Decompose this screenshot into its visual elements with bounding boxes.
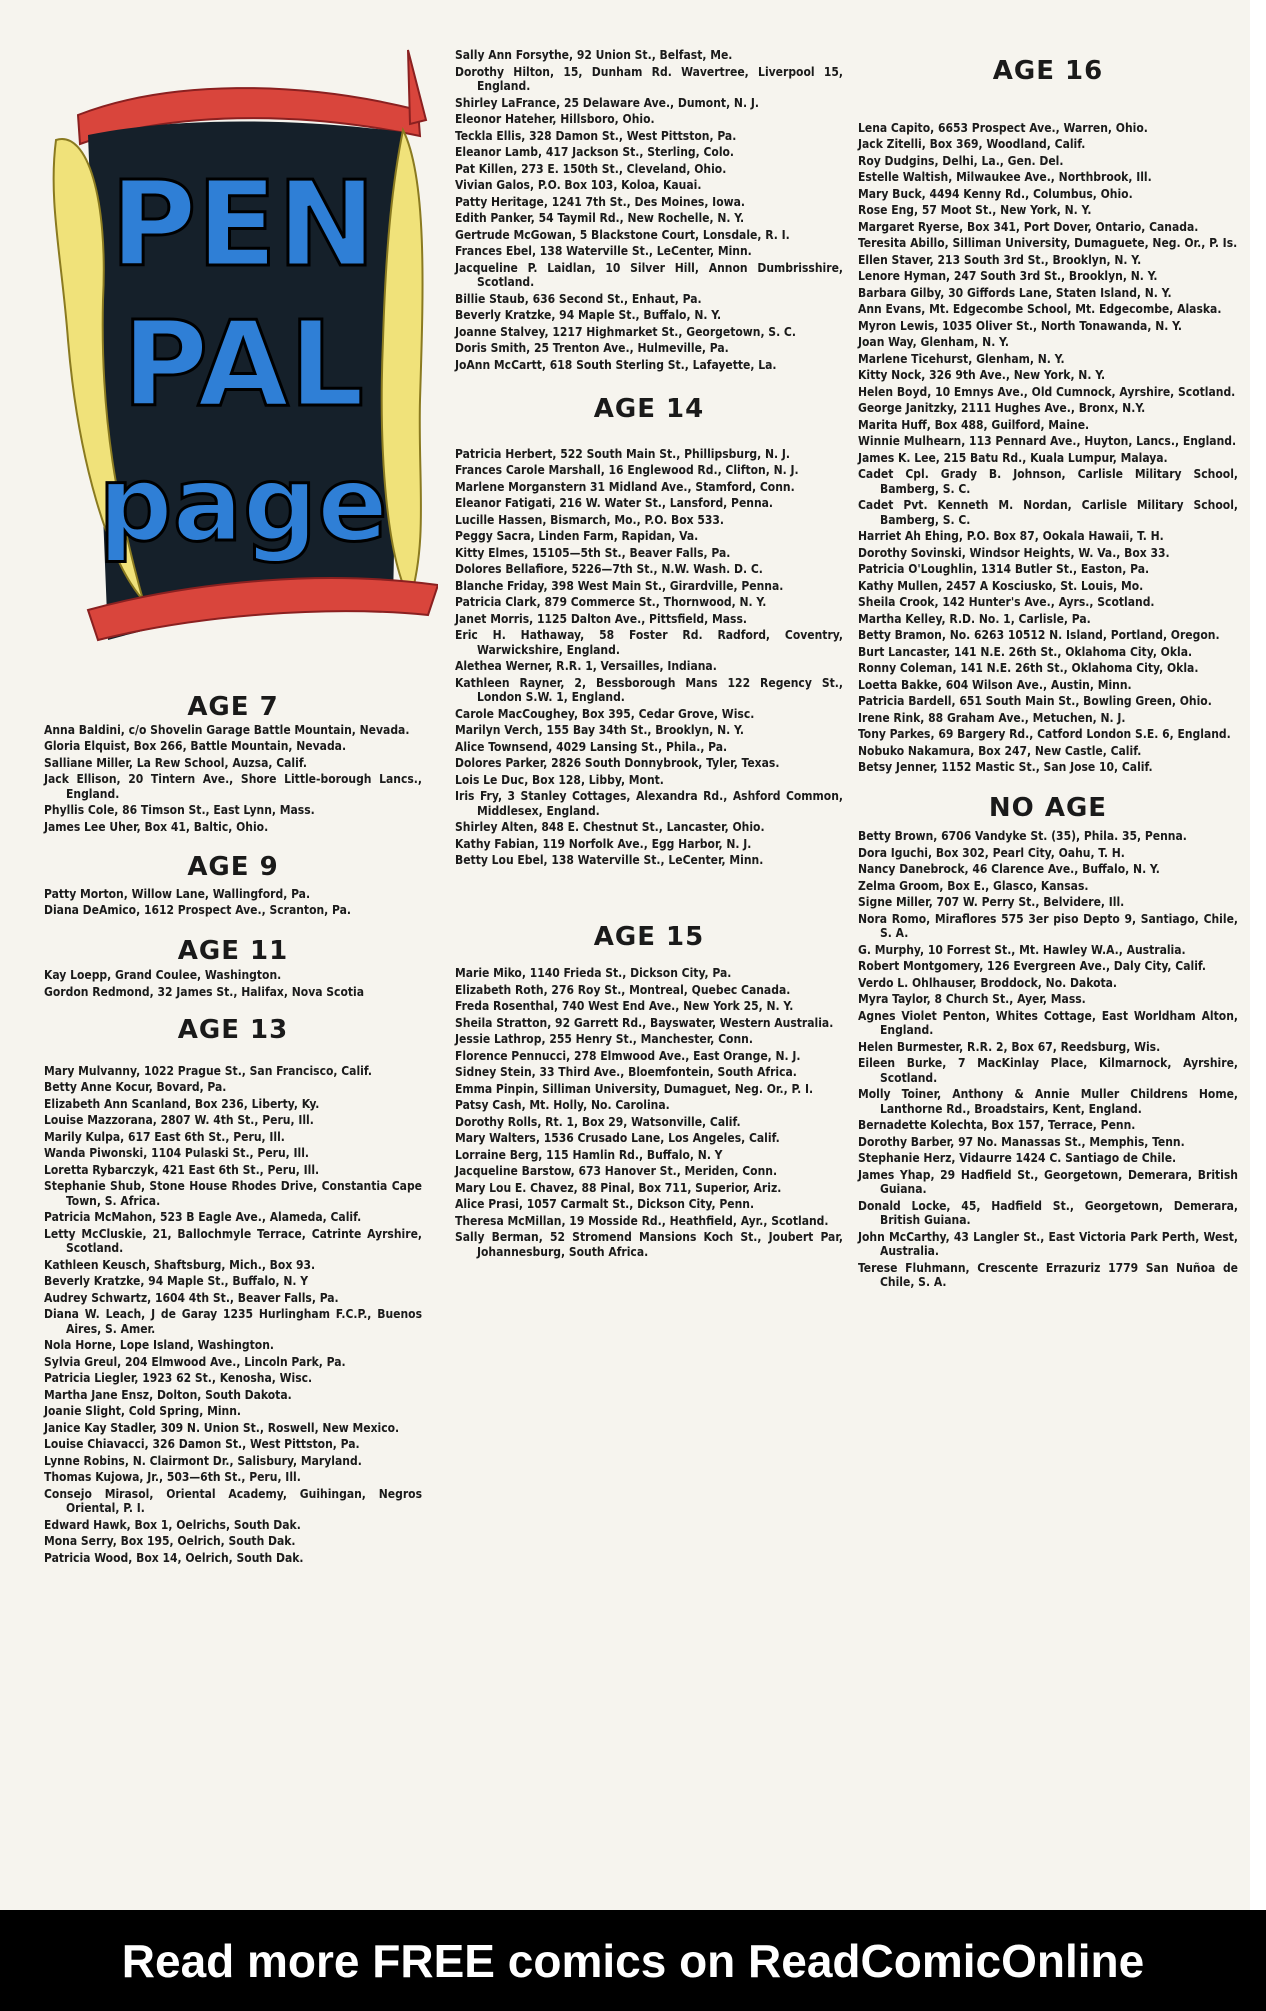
pen-pal-entry: Stephanie Herz, Vidaurre 1424 C. Santiago de Chile. [858, 1151, 1177, 1165]
pen-pal-entry: Sidney Stein, 33 Third Ave., Bloemfontein, South Africa. [455, 1065, 797, 1079]
pen-pal-entry: Kitty Elmes, 15105—5th St., Beaver Falls, Pa. [455, 545, 731, 560]
pen-pal-entry: Billie Staub, 636 Second St., Enhaut, Pa. [455, 291, 702, 306]
pen-pal-entry: Carole MacCoughey, Box 395, Cedar Grove, Wisc. [455, 706, 755, 721]
pen-pal-entry: Tony Parkes, 69 Bargery Rd., Catford London S.E. 6, England. [858, 727, 1231, 741]
pen-pal-entry: Teresita Abillo, Silliman University, Dumaguete, Neg. Or., P. Is. [858, 236, 1238, 250]
pen-pal-entry: Bernadette Kolechta, Box 157, Terrace, Penn. [858, 1118, 1136, 1132]
pen-pal-entry: James K. Lee, 215 Batu Rd., Kuala Lumpur, Malaya. [858, 450, 1168, 465]
pen-pal-entry: Kathleen Keusch, Shaftsburg, Mich., Box 93. [44, 1257, 316, 1272]
pen-pal-entry: Beverly Kratzke, 94 Maple St., Buffalo, N. Y. [455, 308, 722, 322]
pen-pal-entry: Jack Zitelli, Box 369, Woodland, Calif. [858, 137, 1086, 151]
pen-pal-entry: Alethea Werner, R.R. 1, Versailles, Indiana. [455, 659, 717, 673]
pen-pal-entry: Patricia O'Loughlin, 1314 Butler St., Easton, Pa. [858, 562, 1150, 576]
pen-pal-entry: Betty Brown, 6706 Vandyke St. (35), Phila. 35, Penna. [858, 829, 1187, 843]
pen-pal-entry: Gloria Elquist, Box 266, Battle Mountain, Nevada. [44, 739, 347, 753]
pen-pal-entry: Sylvia Greul, 204 Elmwood Ave., Lincoln Park, Pa. [44, 1354, 346, 1369]
list-age-13 [44, 1064, 422, 1566]
pen-pal-entry: Jessie Lathrop, 255 Henry St., Manchester, Conn. [455, 1032, 753, 1046]
pen-pal-entry: Ronny Coleman, 141 N.E. 26th St., Oklahoma City, Okla. [858, 661, 1199, 675]
pen-pal-entry: Patricia Wood, Box 14, Oelrich, South Dak. [44, 1550, 304, 1565]
pen-pal-page-logo [48, 40, 438, 660]
page-edge [1250, 0, 1266, 1910]
pen-pal-entry: James Lee Uher, Box 41, Baltic, Ohio. [44, 819, 269, 834]
column-2 [455, 48, 843, 1261]
pen-pal-entry: Marita Huff, Box 488, Guilford, Maine. [858, 417, 1090, 432]
pen-pal-entry: Phyllis Cole, 86 Timson St., East Lynn, Mass. [44, 803, 315, 817]
pen-pal-entry: Sheila Stratton, 92 Garrett Rd., Bayswater, Western Australia. [455, 1015, 834, 1030]
pen-pal-entry: Eileen Burke, 7 MacKinlay Place, Kilmarnock, Ayrshire, Scotland. [858, 1056, 1238, 1085]
logo-line-1: PEN [110, 155, 376, 293]
pen-pal-entry: Gordon Redmond, 32 James St., Halifax, Nova Scotia [44, 984, 365, 999]
logo-line-2: PAL [121, 295, 365, 433]
pen-pal-entry: Blanche Friday, 398 West Main St., Girardville, Penna. [455, 578, 784, 593]
pen-pal-entry: Lucille Hassen, Bismarch, Mo., P.O. Box 533. [455, 512, 725, 527]
list-age-11 [44, 968, 422, 999]
pen-pal-entry: Joanne Stalvey, 1217 Highmarket St., Georgetown, S. C. [455, 324, 796, 339]
pen-pal-entry: Doris Smith, 25 Trenton Ave., Hulmeville, Pa. [455, 341, 729, 355]
pen-pal-entry: Harriet Ah Ehing, P.O. Box 87, Ookala Hawaii, T. H. [858, 529, 1164, 543]
pen-pal-entry: Dorothy Hilton, 15, Dunham Rd. Wavertree, Liverpool 15, England. [455, 64, 843, 93]
pen-pal-entry: Janice Kay Stadler, 309 N. Union St., Roswell, New Mexico. [44, 1420, 400, 1435]
list-age-9 [44, 887, 422, 918]
pen-pal-entry: Diana DeAmico, 1612 Prospect Ave., Scranton, Pa. [44, 903, 352, 917]
pen-pal-entry: James Yhap, 29 Hadfield St., Georgetown, Demerara, British Guiana. [858, 1167, 1238, 1196]
pen-pal-entry: Louise Mazzorana, 2807 W. 4th St., Peru, Ill. [44, 1113, 314, 1127]
pen-pal-entry: Nola Horne, Lope Island, Washington. [44, 1338, 275, 1352]
section-title-age-15: AGE 15 [593, 921, 705, 952]
pen-pal-entry: Marilyn Verch, 155 Bay 34th St., Brooklyn, N. Y. [455, 723, 744, 737]
pen-pal-entry: Winnie Mulhearn, 113 Pennard Ave., Huyton, Lancs., England. [858, 434, 1237, 448]
pen-pal-entry: Edward Hawk, Box 1, Oelrichs, South Dak. [44, 1517, 301, 1532]
pen-pal-entry: G. Murphy, 10 Forrest St., Mt. Hawley W.A., Australia. [858, 942, 1186, 957]
pen-pal-entry: Dorothy Sovinski, Windsor Heights, W. Va., Box 33. [858, 545, 1170, 560]
pen-pal-entry: John McCarthy, 43 Langler St., East Victoria Park Perth, West, Australia. [858, 1229, 1238, 1258]
pen-pal-entry: Lenore Hyman, 247 South 3rd St., Brooklyn, N. Y. [858, 269, 1158, 283]
pen-pal-entry: Mary Lou E. Chavez, 88 Pinal, Box 711, Superior, Ariz. [455, 1180, 782, 1195]
pen-pal-entry: Mary Walters, 1536 Crusado Lane, Los Angeles, Calif. [455, 1131, 780, 1145]
pen-pal-entry: Janet Morris, 1125 Dalton Ave., Pittsfield, Mass. [455, 611, 748, 626]
pen-pal-entry: Marily Kulpa, 617 East 6th St., Peru, Ill. [44, 1129, 285, 1144]
pen-pal-entry: Cadet Pvt. Kenneth M. Nordan, Carlisle Military School, Bamberg, S. C. [858, 498, 1238, 527]
pen-pal-entry: Audrey Schwartz, 1604 4th St., Beaver Falls, Pa. [44, 1290, 339, 1305]
pen-pal-entry: Mary Mulvanny, 1022 Prague St., San Francisco, Calif. [44, 1063, 372, 1078]
pen-pal-entry: Elizabeth Ann Scanland, Box 236, Liberty, Ky. [44, 1096, 320, 1111]
pen-pal-entry: Gertrude McGowan, 5 Blackstone Court, Lonsdale, R. I. [455, 227, 790, 242]
pen-pal-entry: Patricia McMahon, 523 B Eagle Ave., Alameda, Calif. [44, 1210, 362, 1224]
list-age-15 [455, 966, 843, 1259]
pen-pal-entry: Dolores Parker, 2826 South Donnybrook, Tyler, Texas. [455, 756, 780, 770]
pen-pal-entry: Mona Serry, Box 195, Oelrich, South Dak. [44, 1534, 296, 1548]
pen-pal-entry: Irene Rink, 88 Graham Ave., Metuchen, N. J. [858, 710, 1126, 725]
pen-pal-entry: Elizabeth Roth, 276 Roy St., Montreal, Quebec Canada. [455, 982, 791, 997]
section-title-age-13: AGE 13 [177, 1015, 289, 1045]
pen-pal-entry: Vivian Galos, P.O. Box 103, Koloa, Kauai. [455, 178, 702, 192]
pen-pal-entry: Loetta Bakke, 604 Wilson Ave., Austin, Minn. [858, 677, 1132, 692]
pen-pal-entry: Nora Romo, Miraflores 575 3er piso Depto 9, Santiago, Chile, S. A. [858, 911, 1238, 940]
pen-pal-entry: Loretta Rybarczyk, 421 East 6th St., Peru, Ill. [44, 1162, 320, 1177]
pen-pal-entry: Betty Bramon, No. 6263 10512 N. Island, Portland, Oregon. [858, 628, 1220, 642]
pen-pal-entry: Frances Ebel, 138 Waterville St., LeCenter, Minn. [455, 244, 752, 258]
section-title-no-age: NO AGE [988, 792, 1108, 823]
pen-pal-entry: Agnes Violet Penton, Whites Cottage, East Worldham Alton, England. [858, 1008, 1238, 1037]
pen-pal-entry: Nancy Danebrock, 46 Clarence Ave., Buffalo, N. Y. [858, 862, 1160, 876]
pen-pal-entry: Myra Taylor, 8 Church St., Ayer, Mass. [858, 992, 1086, 1006]
pen-pal-entry: Zelma Groom, Box E., Glasco, Kansas. [858, 878, 1089, 893]
pen-pal-entry: Terese Fluhmann, Crescente Errazuriz 1779 San Nuñoa de Chile, S. A. [858, 1260, 1238, 1289]
pen-pal-entry: George Janitzky, 2111 Hughes Ave., Bronx, N.Y. [858, 401, 1146, 415]
pen-pal-entry: Alice Townsend, 4029 Lansing St., Phila., Pa. [455, 739, 728, 754]
pen-pal-entry: Teckla Ellis, 328 Damon St., West Pittston, Pa. [455, 128, 737, 143]
pen-pal-entry: Patsy Cash, Mt. Holly, No. Carolina. [455, 1098, 670, 1112]
pen-pal-entry: Martha Jane Ensz, Dolton, South Dakota. [44, 1387, 292, 1402]
pen-pal-entry: Verdo L. Ohlhauser, Broddock, No. Dakota. [858, 975, 1118, 990]
pen-pal-entry: Shirley LaFrance, 25 Delaware Ave., Dumont, N. J. [455, 95, 759, 110]
pen-pal-entry: Patricia Liegler, 1923 62 St., Kenosha, Wisc. [44, 1371, 313, 1385]
pen-pal-entry: Eric H. Hathaway, 58 Foster Rd. Radford, Coventry, Warwickshire, England. [455, 628, 843, 657]
pen-pal-entry: Ann Evans, Mt. Edgecombe School, Mt. Edgecombe, Alaska. [858, 302, 1222, 316]
pen-pal-entry: Helen Burmester, R.R. 2, Box 67, Reedsburg, Wis. [858, 1039, 1161, 1054]
pen-pal-entry: Stephanie Shub, Stone House Rhodes Drive, Constantia Cape Town, S. Africa. [44, 1179, 422, 1208]
pen-pal-entry: Dolores Bellafiore, 5226—7th St., N.W. Wash. D. C. [455, 562, 763, 576]
pen-pal-entry: Signe Miller, 707 W. Perry St., Belvidere, Ill. [858, 895, 1125, 909]
pen-pal-entry: Dorothy Barber, 97 No. Manassas St., Memphis, Tenn. [858, 1134, 1185, 1149]
pen-pal-entry: Jack Ellison, 20 Tintern Ave., Shore Little-borough Lancs., England. [44, 772, 422, 801]
pen-pal-entry: Lois Le Duc, Box 128, Libby, Mont. [455, 772, 664, 787]
pen-pal-entry: Wanda Piwonski, 1104 Pulaski St., Peru, Ill. [44, 1146, 310, 1160]
pen-pal-entry: Kay Loepp, Grand Coulee, Washington. [44, 968, 282, 982]
pen-pal-entry: Sally Berman, 52 Stromend Mansions Koch St., Joubert Par, Johannesburg, South Africa. [455, 1230, 843, 1259]
pen-pal-entry: Betty Anne Kocur, Bovard, Pa. [44, 1080, 227, 1094]
pen-pal-entry: Patricia Clark, 879 Commerce St., Thornwood, N. Y. [455, 595, 767, 609]
pen-pal-entry: Kathy Fabian, 119 Norfolk Ave., Egg Harbor, N. J. [455, 836, 752, 851]
list-age-7 [44, 723, 422, 835]
pen-pal-entry: Diana W. Leach, J de Garay 1235 Hurlingham F.C.P., Buenos Aires, S. Amer. [44, 1307, 422, 1336]
pen-pal-entry: Lena Capito, 6653 Prospect Ave., Warren, Ohio. [858, 120, 1148, 135]
section-title-age-7: AGE 7 [187, 692, 279, 722]
pen-pal-entry: Lorraine Berg, 115 Hamlin Rd., Buffalo, N. Y [455, 1147, 723, 1162]
pen-pal-entry: Donald Locke, 45, Hadfield St., Georgetown, Demerara, British Guiana. [858, 1198, 1238, 1227]
pen-pal-entry: Jacqueline P. Laidlan, 10 Silver Hill, Annon Dumbrisshire, Scotland. [455, 260, 843, 289]
pen-pal-entry: Freda Rosenthal, 740 West End Ave., New York 25, N. Y. [455, 999, 794, 1013]
pen-pal-entry: Alice Prasi, 1057 Carmalt St., Dickson City, Penn. [455, 1197, 755, 1211]
pen-pal-entry: Kathleen Rayner, 2, Bessborough Mans 122 Regency St., London S.W. 1, England. [455, 675, 843, 704]
pen-pal-entry: Joanie Slight, Cold Spring, Minn. [44, 1404, 242, 1418]
pen-pal-entry: Ellen Staver, 213 South 3rd St., Brooklyn, N. Y. [858, 252, 1142, 267]
pen-pal-entry: Iris Fry, 3 Stanley Cottages, Alexandra Rd., Ashford Common, Middlesex, England. [455, 789, 843, 818]
pen-pal-entry: Anna Baldini, c/o Shovelin Garage Battle Mountain, Nevada. [44, 722, 410, 737]
pen-pal-entry: Marlene Morganstern 31 Midland Ave., Stamford, Conn. [455, 479, 795, 494]
pen-pal-entry: Edith Panker, 54 Taymil Rd., New Rochelle, N. Y. [455, 211, 745, 225]
pen-pal-entry: Margaret Ryerse, Box 341, Port Dover, Ontario, Canada. [858, 219, 1199, 234]
list-no-age [858, 829, 1238, 1290]
logo-line-3: page [98, 443, 388, 565]
pen-pal-entry: Salliane Miller, La Rew School, Auzsa, Calif. [44, 755, 307, 770]
pen-pal-entry: Barbara Gilby, 30 Giffords Lane, Staten Island, N. Y. [858, 285, 1172, 300]
pen-pal-entry: Pat Killen, 273 E. 150th St., Cleveland, Ohio. [455, 161, 727, 176]
pen-pal-entry: Estelle Waltish, Milwaukee Ave., Northbrook, Ill. [858, 170, 1152, 184]
pen-pal-entry: Shirley Alten, 848 E. Chestnut St., Lancaster, Ohio. [455, 820, 765, 834]
pen-pal-entry: Marie Miko, 1140 Frieda St., Dickson City, Pa. [455, 966, 732, 980]
pen-pal-entry: Patty Heritage, 1241 7th St., Des Moines, Iowa. [455, 194, 745, 209]
pen-pal-entry: Sally Ann Forsythe, 92 Union St., Belfast, Me. [455, 48, 733, 62]
list-age-14 [455, 447, 843, 868]
pen-pal-entry: Dorothy Rolls, Rt. 1, Box 29, Watsonville, Calif. [455, 1114, 741, 1129]
pen-pal-entry: Marlene Ticehurst, Glenham, N. Y. [858, 351, 1065, 366]
promo-footer[interactable] [0, 1910, 1266, 2011]
pen-pal-entry: Louise Chiavacci, 326 Damon St., West Pittston, Pa. [44, 1437, 360, 1451]
pen-pal-entry: Emma Pinpin, Silliman University, Dumaguet, Neg. Or., P. I. [455, 1081, 814, 1096]
pen-pal-entry: Roy Dudgins, Delhi, La., Gen. Del. [858, 153, 1064, 168]
pen-pal-entry: Florence Pennucci, 278 Elmwood Ave., East Orange, N. J. [455, 1048, 801, 1063]
pen-pal-entry: Mary Buck, 4494 Kenny Rd., Columbus, Ohio. [858, 186, 1133, 201]
pen-pal-entry: Frances Carole Marshall, 16 Englewood Rd., Clifton, N. J. [455, 463, 799, 477]
pen-pal-entry: Patricia Herbert, 522 South Main St., Phillipsburg, N. J. [455, 446, 790, 461]
pen-pal-entry: Eleanor Fatigati, 216 W. Water St., Lansford, Penna. [455, 496, 774, 510]
pen-pal-entry: Letty McCluskie, 21, Ballochmyle Terrace, Catrinte Ayrshire, Scotland. [44, 1226, 422, 1255]
column-3 [858, 56, 1238, 1292]
pen-pal-entry: Joan Way, Glenham, N. Y. [858, 335, 1009, 349]
pen-pal-entry: Consejo Mirasol, Oriental Academy, Guihingan, Negros Oriental, P. I. [44, 1486, 422, 1515]
list-age-16 [858, 121, 1238, 775]
pen-pal-entry: Myron Lewis, 1035 Oliver St., North Tonawanda, N. Y. [858, 318, 1183, 333]
pen-pal-entry: Molly Toiner, Anthony & Annie Muller Childrens Home, Lanthorne Rd., Broadstairs, Kent, England. [858, 1087, 1238, 1116]
pen-pal-entry: Jacqueline Barstow, 673 Hanover St., Meriden, Conn. [455, 1164, 778, 1178]
section-title-age-14: AGE 14 [593, 394, 705, 424]
pen-pal-entry: Theresa McMillan, 19 Mosside Rd., Heathfield, Ayr., Scotland. [455, 1213, 829, 1228]
footer-text[interactable]: Read more FREE comics on ReadComicOnline [121, 1934, 1145, 1987]
section-title-age-16: AGE 16 [992, 56, 1104, 86]
pen-pal-entry: Peggy Sacra, Linden Farm, Rapidan, Va. [455, 529, 699, 543]
pen-pal-entry: Eleonor Hateher, Hillsboro, Ohio. [455, 112, 655, 126]
pen-pal-entry: Nobuko Nakamura, Box 247, New Castle, Calif. [858, 743, 1142, 758]
section-title-age-11: AGE 11 [177, 935, 289, 966]
pen-pal-entry: Burt Lancaster, 141 N.E. 26th St., Oklahoma City, Okla. [858, 644, 1193, 659]
list-top [455, 48, 843, 372]
pen-pal-entry: Lynne Robins, N. Clairmont Dr., Salisbury, Maryland. [44, 1453, 362, 1468]
pen-pal-entry: Kathy Mullen, 2457 A Kosciusko, St. Louis, Mo. [858, 578, 1144, 593]
pen-pal-entry: Patricia Bardell, 651 South Main St., Bowling Green, Ohio. [858, 694, 1212, 708]
pen-pal-entry: Betsy Jenner, 1152 Mastic St., San Jose 10, Calif. [858, 760, 1153, 774]
pen-pal-entry: JoAnn McCartt, 618 South Sterling St., Lafayette, La. [455, 357, 777, 372]
pen-pal-entry: Kitty Nock, 326 9th Ave., New York, N. Y. [858, 368, 1106, 382]
pen-pal-entry: Rose Eng, 57 Moot St., New York, N. Y. [858, 203, 1092, 217]
pen-pal-entry: Sheila Crook, 142 Hunter's Ave., Ayrs., Scotland. [858, 595, 1155, 609]
pen-pal-entry: Eleanor Lamb, 417 Jackson St., Sterling, Colo. [455, 145, 735, 159]
pen-pal-entry: Betty Lou Ebel, 138 Waterville St., LeCenter, Minn. [455, 853, 764, 867]
pen-pal-entry: Helen Boyd, 10 Emnys Ave., Old Cumnock, Ayrshire, Scotland. [858, 384, 1236, 399]
pen-pal-entry: Dora Iguchi, Box 302, Pearl City, Oahu, T. H. [858, 845, 1125, 860]
pen-pal-entry: Patty Morton, Willow Lane, Wallingford, Pa. [44, 886, 311, 901]
column-1 [44, 692, 422, 1567]
section-title-age-9: AGE 9 [187, 852, 279, 882]
pen-pal-entry: Thomas Kujowa, Jr., 503—6th St., Peru, Ill. [44, 1470, 301, 1484]
pen-pal-entry: Robert Montgomery, 126 Evergreen Ave., Daly City, Calif. [858, 959, 1207, 973]
pen-pal-entry: Martha Kelley, R.D. No. 1, Carlisle, Pa. [858, 611, 1091, 626]
pen-pal-entry: Beverly Kratzke, 94 Maple St., Buffalo, N. Y [44, 1274, 309, 1288]
pen-pal-entry: Cadet Cpl. Grady B. Johnson, Carlisle Military School, Bamberg, S. C. [858, 467, 1238, 496]
